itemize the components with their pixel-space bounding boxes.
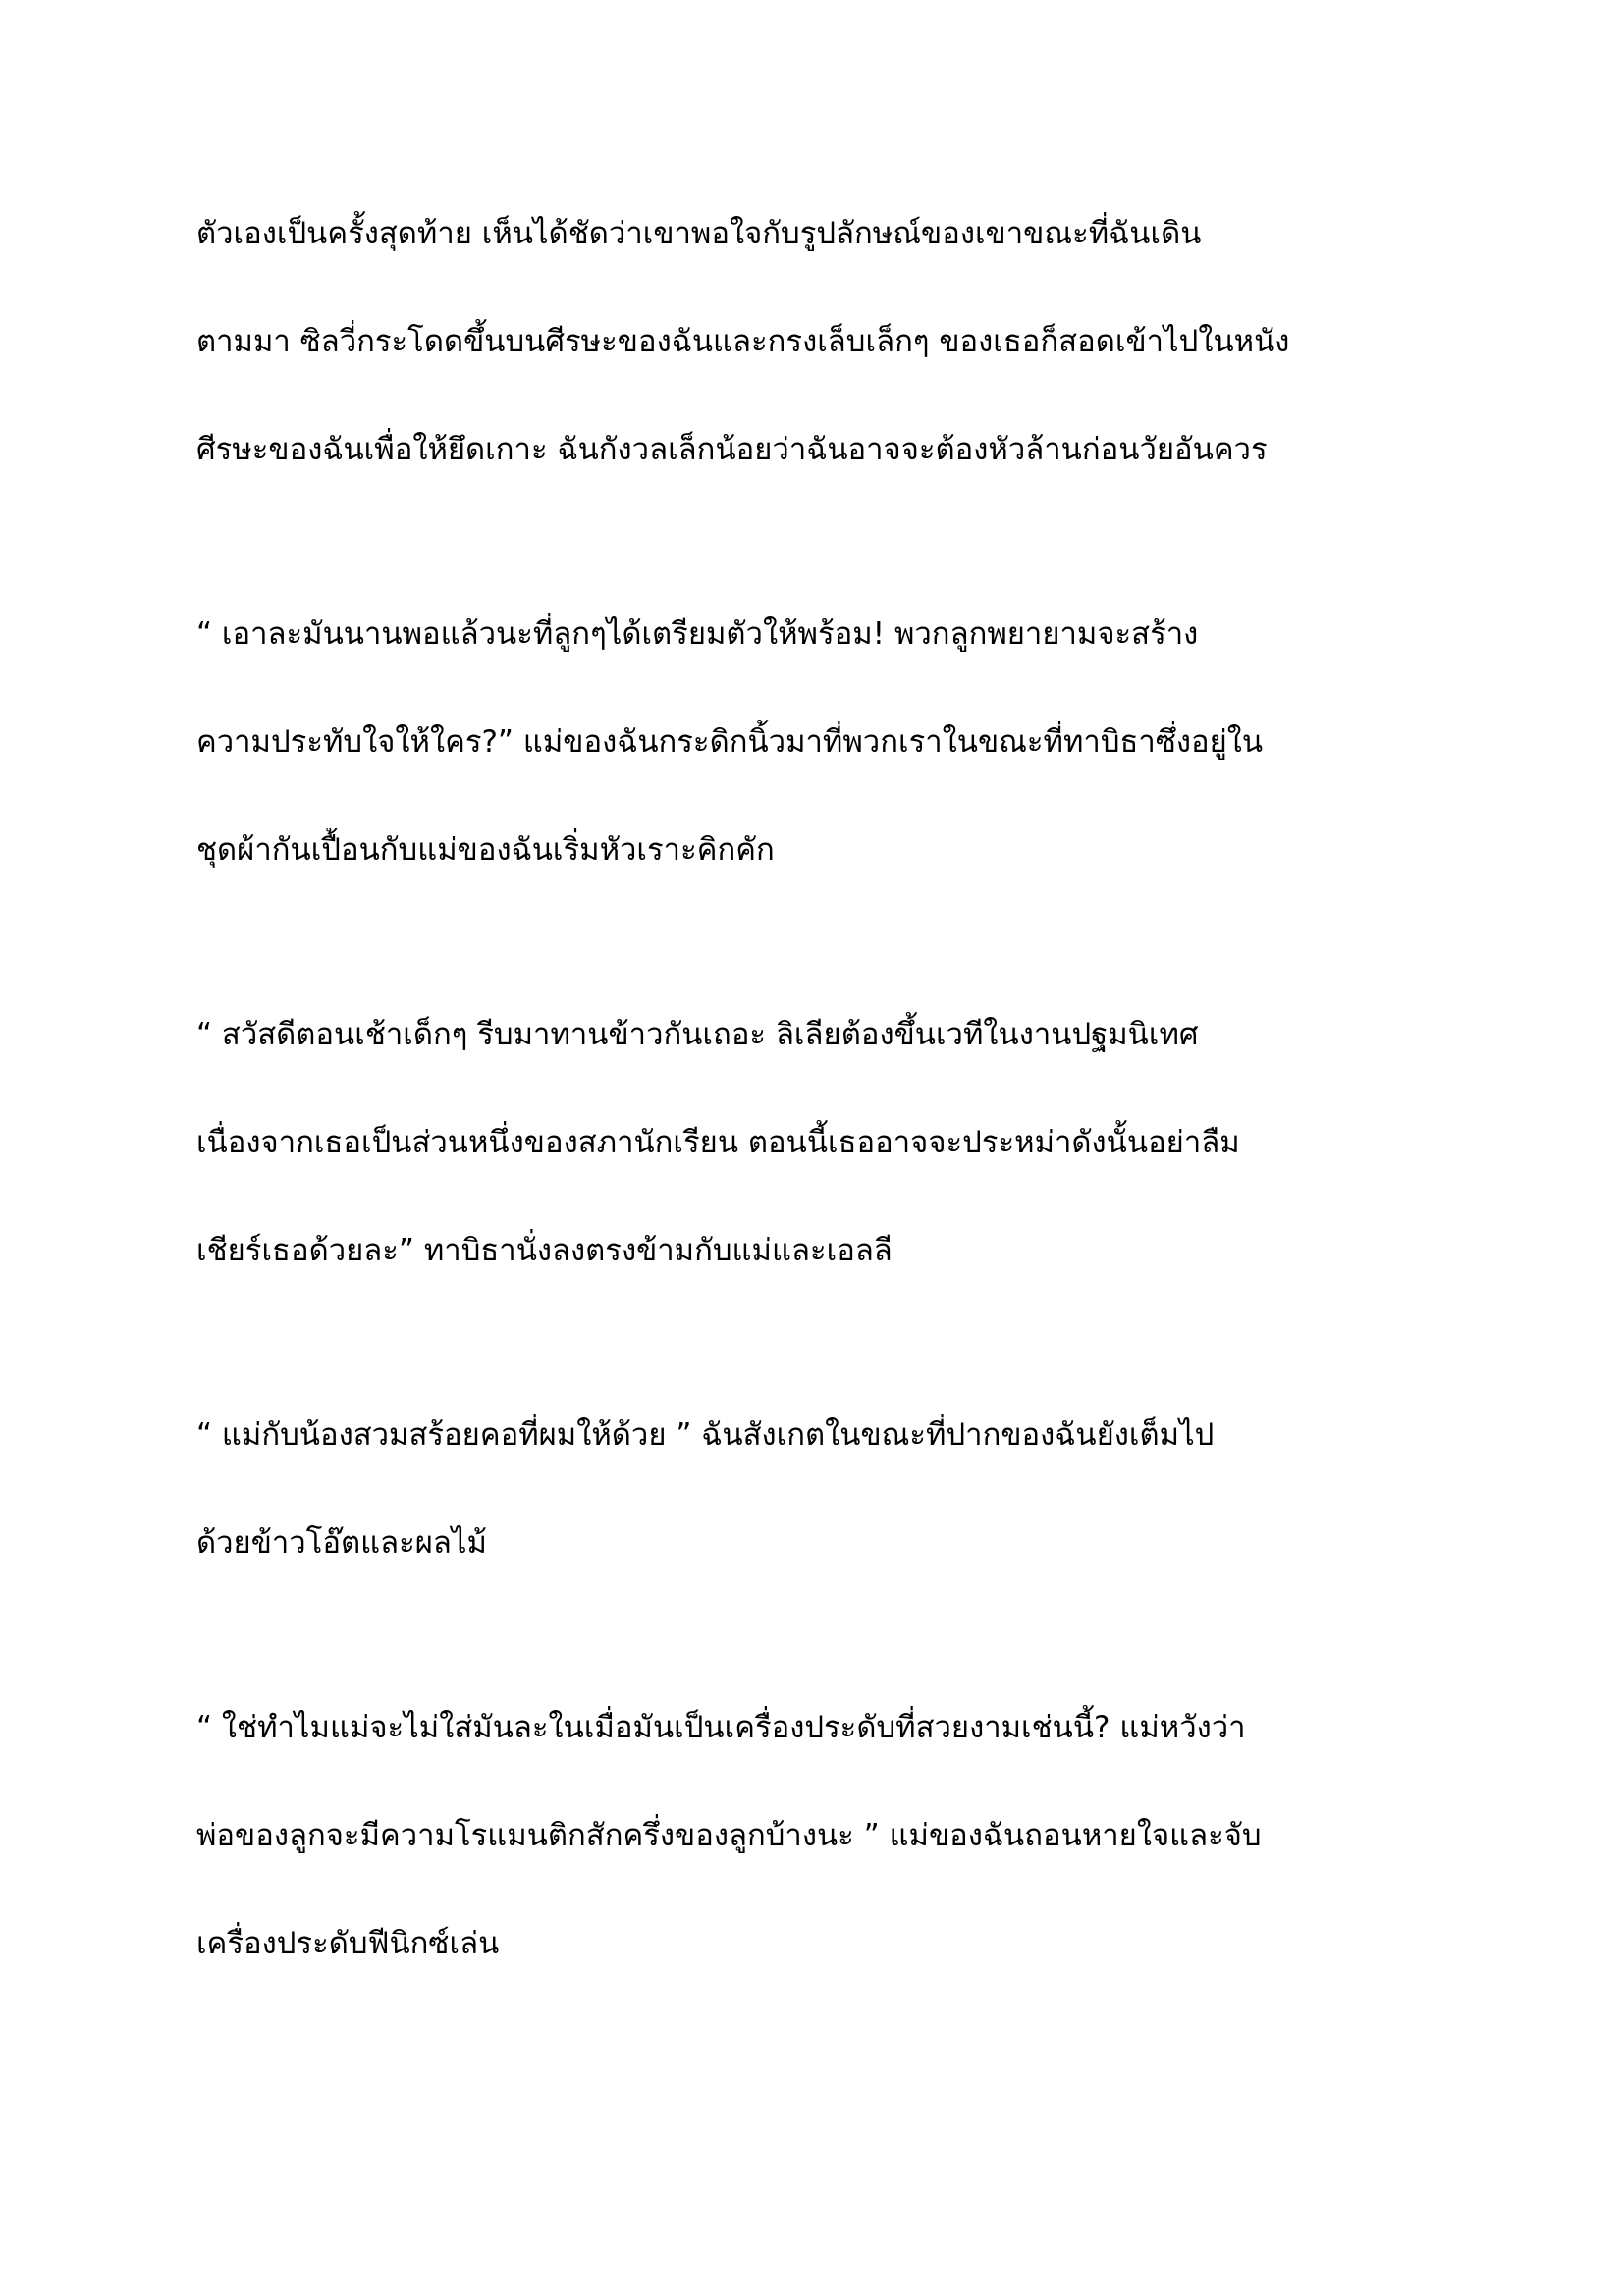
- text-line: “ แม่กับน้องสวมสร้อยคอที่ผมให้ด้วย ” ฉันสังเกตในขณะที่ปากของฉันยังเต็มไป: [196, 1417, 1215, 1453]
- text-line: ตัวเองเป็นครั้งสุดท้าย เห็นได้ชัดว่าเขาพอใจกับรูปลักษณ์ของเขาขณะที่ฉันเดิน: [196, 216, 1202, 251]
- paragraph-1: [196, 180, 1473, 504]
- text-line: เครื่องประดับฟีนิกซ์เล่น: [196, 1926, 500, 1961]
- paragraph-5: [196, 1674, 1473, 1998]
- text-line: ชุดผ้ากันเปื้อนกับแม่ของฉันเริ่มหัวเราะคิกคัก: [196, 832, 775, 868]
- text-line: ตามมา ซิลวี่กระโดดขึ้นบนศีรษะของฉันและกรงเล็บเล็กๆ ของเธอก็สอดเข้าไปในหนัง: [196, 324, 1290, 359]
- text-line: “ ใช่ทำไมแม่จะไม่ใส่มันละในเมื่อมันเป็นเครื่องประดับที่สวยงามเช่นนี้? แม่หวังว่า: [196, 1710, 1246, 1745]
- text-line: ความประทับใจให้ใคร?” แม่ของฉันกระดิกนิ้วมาที่พวกเราในขณะที่ทาบิธาซึ่งอยู่ใน: [196, 724, 1264, 760]
- paragraph-3: [196, 981, 1473, 1305]
- text-line: ด้วยข้าวโอ๊ตและผลไม้: [196, 1525, 487, 1561]
- paragraph-2: [196, 580, 1473, 904]
- text-line: “ เอาละมันนานพอแล้วนะที่ลูกๆได้เตรียมตัวให้พร้อม! พวกลูกพยายามจะสร้าง: [196, 616, 1199, 652]
- paragraph-4: [196, 1381, 1473, 1597]
- text-line: ศีรษะของฉันเพื่อให้ยึดเกาะ ฉันกังวลเล็กน้อยว่าฉันอาจจะต้องหัวล้านก่อนวัยอันควร: [196, 432, 1268, 467]
- text-line: เนื่องจากเธอเป็นส่วนหนึ่งของสภานักเรียน ตอนนี้เธออาจจะประหม่าดังนั้นอย่าลืม: [196, 1125, 1240, 1160]
- text-line: เชียร์เธอด้วยละ” ทาบิธานั่งลงตรงข้ามกับแม่และเอลลี: [196, 1233, 893, 1268]
- text-line: “ สวัสดีตอนเช้าเด็กๆ รีบมาทานข้าวกันเถอะ ลิเลียต้องขึ้นเวทีในงานปฐมนิเทศ: [196, 1017, 1199, 1052]
- text-line: พ่อของลูกจะมีความโรแมนติกสักครึ่งของลูกบ้างนะ ” แม่ของฉันถอนหายใจและจับ: [196, 1818, 1262, 1853]
